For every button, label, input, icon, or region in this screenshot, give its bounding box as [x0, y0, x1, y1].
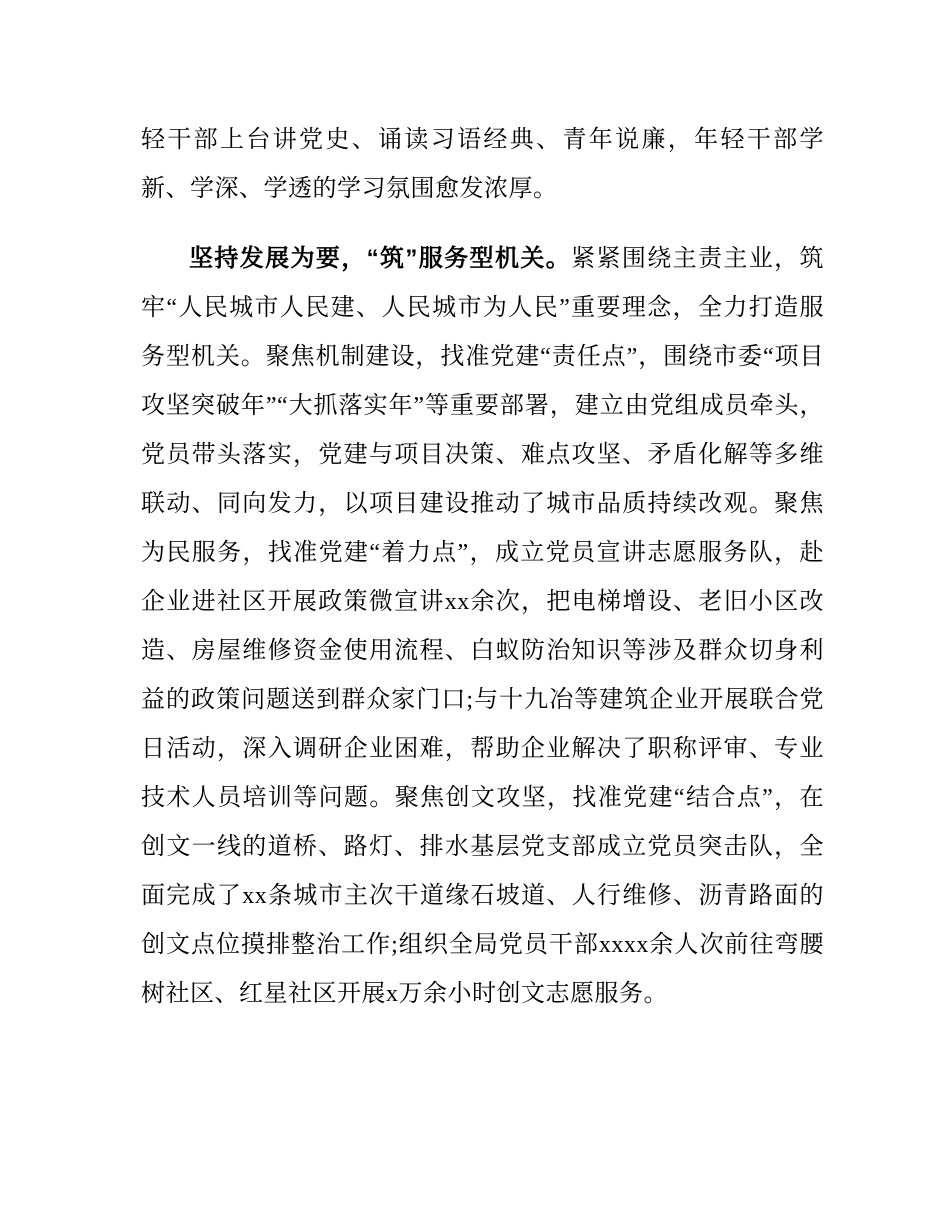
paragraph-continuation — [141, 116, 824, 214]
bold-lead-heading: 坚持发展为要，“筑”服务型机关。 — [189, 245, 572, 272]
paragraph-text: 紧紧围绕主责主业，筑牢“人民城市人民建、人民城市为人民”重要理念，全力打造服务型机关。聚焦机制建设，找准党建“责任点”，围绕市委“项目攻坚突破年”“大抓落实年”等重要部署，建立由党组成员牵头，党员带头落实，党建与项目决策、难点攻坚、矛盾化解等多维联动、同向发力，以项目建设推动了城市品质持续改观。聚焦为民服务，找准党建“着力点”，成立党员宣讲志愿服务队，赴企业进社区开展政策微宣讲xx余次，把电梯增设、老旧小区改造、房屋维修资金使用流程、白蚁防治知识等涉及群众切身利益的政策问题送到群众家门口;与十九冶等建筑企业开展联合党日活动，深入调研企业困难，帮助企业解决了职称评审、专业技术人员培训等问题。聚焦创文攻坚，找准党建“结合点”，在创文一线的道桥、路灯、排水基层党支部成立党员突击队，全面完成了xx条城市主次干道缘石坡道、人行维修、沥青路面的创文点位摸排整治工作;组织全局党员干部xxxx余人次前往弯腰树社区、红星社区开展x万余小时创文志愿服务。 — [141, 246, 825, 1007]
paragraph-service-organ — [141, 234, 824, 1019]
paragraph-text: 轻干部上台讲党史、诵读习语经典、青年说廉，年轻干部学新、学深、学透的学习氛围愈发浓厚。 — [141, 127, 824, 202]
document-body — [141, 116, 824, 1019]
